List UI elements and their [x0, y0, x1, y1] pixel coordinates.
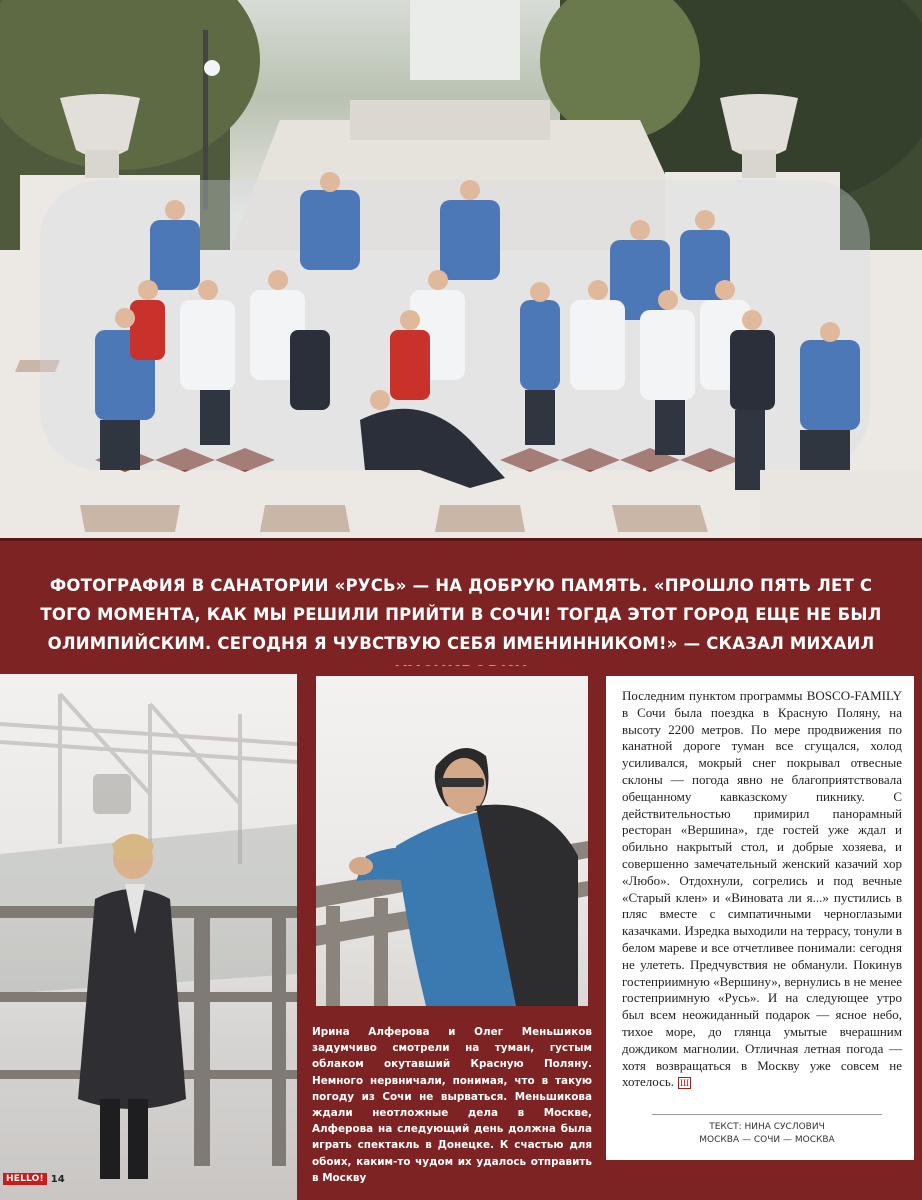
alferova-photo-illustration	[0, 674, 297, 1200]
credit-author: ТЕКСТ: НИНА СУСЛОВИЧ	[709, 1122, 825, 1132]
article-body-text: Последним пунктом программы BOSCO-FAMILY в Сочи была поездка в Красную Поляну, на высоту 2200 метров. По мере продвижения по канатной дороге туман все сгущался, холод усиливался, мокрый снег покрывал отвесные склоны — погода явно не благоприятствовала обещанному кавказскому пикнику. С действительностью примирил панорамный ресторан «Вершина», где гостей уже ждал и обильно накрытый стол, и добрые хозяева, и совершенно замечательный женский казачий хор «Любо». Отдохнули, согрелись и под вечные «Старый клен» и «Виновата ли я...» пустились в пляс вместе с симпатичными черноглазыми казачками. Изредка выходили на террасу, тонули в белом мареве и все отчетливее понимали: сегодня не улететь. Предчувствия не обманули. Покинув гостеприимную «Вершину», вернулись в не менее гостеприимную «Русь». И на следующее утро был всем неожиданный подарок — ясное небо, тихое море, до глянца умытые вчерашним дождиком магнолии. Отличная летная погода — хотя возвращаться в Москву уже совсем не хотелось.	[622, 688, 902, 1090]
menshikov-photo	[316, 676, 588, 1006]
group-photo-illustration	[0, 0, 922, 538]
group-photo	[0, 0, 922, 538]
end-of-article-mark: Ш	[680, 1078, 690, 1089]
page-number: 14	[50, 1173, 65, 1185]
headline-band	[0, 538, 922, 672]
article-credits	[652, 1114, 882, 1147]
photo-headline: ФОТОГРАФИЯ В САНАТОРИИ «РУСЬ» — НА ДОБРУЮ ПАМЯТЬ. «ПРОШЛО ПЯТЬ ЛЕТ С ТОГО МОМЕНТА, КАК МЫ РЕШИЛИ ПРИЙТИ В СОЧИ! ТОГДА ЭТОТ ГОРОД ЕЩЕ НЕ БЫЛ ОЛИМПИЙСКИМ. СЕГОДНЯ Я ЧУВСТВУЮ СЕБЯ ИМЕНИННИКОМ!» — СКАЗАЛ МИХАИЛ	[40, 576, 882, 653]
page-folio	[3, 1171, 65, 1187]
photo-caption: Ирина Алферова и Олег Меньшиков задумчиво смотрели на туман, густым облаком окутавший Красную Поляну. Немного нервничали, понимая, что в такую погоду из Сочи не вырваться. Меньшикова ждали неотложные дела в Москве, Алферова на следующий день должна была играть спектакль в Донецке. К счастью для обоих, каким-то чудом их удалось отправить в Москву	[312, 1026, 592, 1184]
magazine-logo: HELLO!	[3, 1173, 47, 1185]
credit-location: МОСКВА — СОЧИ — МОСКВА	[699, 1135, 835, 1145]
article-box	[606, 676, 914, 1160]
menshikov-photo-illustration	[316, 676, 588, 1006]
alferova-photo	[0, 674, 297, 1200]
article-body	[622, 688, 902, 1091]
